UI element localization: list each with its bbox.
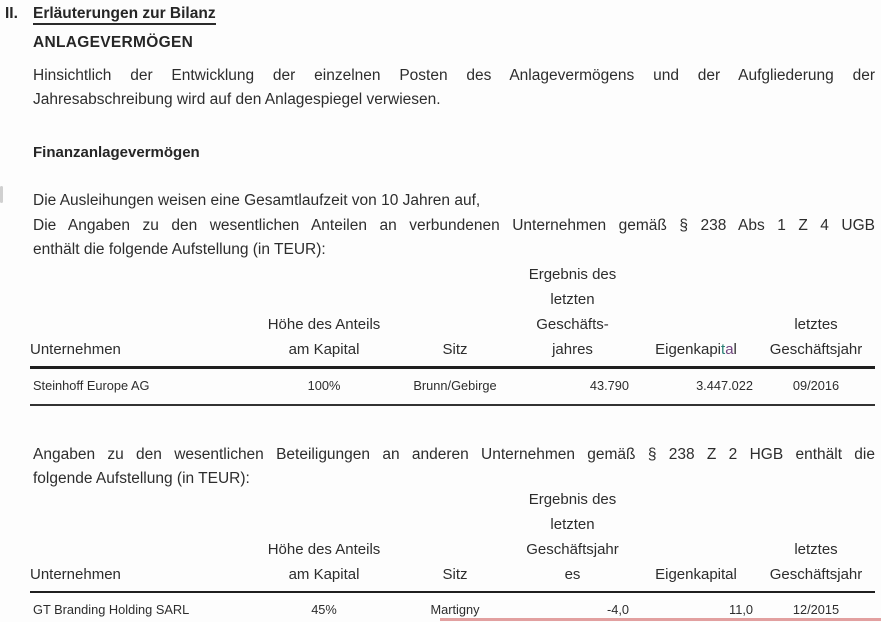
col-header-letztes-geschaeftsjahr: letztes Geschäftsjahr — [757, 262, 875, 368]
col-header-sitz: Sitz — [400, 487, 510, 592]
cell-anteil: 45% — [311, 602, 337, 617]
heading-finanzanlagevermoegen: Finanzanlagevermögen — [33, 144, 200, 161]
col-header-sitz: Sitz — [400, 262, 510, 368]
cell-ergebnis: -4,0 — [606, 602, 629, 617]
intro-line-2: Jahresabschreibung wird auf den Anlagespiegel verwiesen. — [33, 90, 441, 108]
col-header-ergebnis: Ergebnis des letzten Geschäftsjahr es — [510, 487, 635, 592]
beteiligungen-line-2: folgende Aufstellung (in TEUR): — [33, 470, 250, 487]
heading-anlagevermoegen: ANLAGEVERMÖGEN — [33, 34, 194, 51]
finanzanlage-paragraph — [33, 189, 875, 263]
ausleihungen-sentence: Die Ausleihungen weisen eine Gesamtlaufzeit von 10 Jahren auf, — [33, 192, 481, 209]
intro-paragraph — [33, 64, 875, 111]
cell-geschaeftsjahr: 12/2015 — [792, 602, 840, 617]
section-heading — [5, 5, 875, 23]
cell-sitz: Brunn/Gebirge — [400, 368, 510, 406]
cell-anteil: 100% — [248, 368, 400, 406]
cell-geschaeftsjahr: 09/2016 — [757, 368, 875, 406]
col-header-unternehmen: Unternehmen — [30, 487, 248, 592]
scan-color-artifact: a — [725, 341, 734, 358]
col-header-ergebnis: Ergebnis des letzten Geschäfts- jahres — [510, 262, 635, 368]
col-header-anteil: Höhe des Anteils am Kapital — [248, 487, 400, 592]
scan-color-artifact: t — [721, 341, 726, 358]
scan-edge-smudge-artifact — [0, 186, 3, 203]
table-header-row — [30, 487, 875, 592]
table-beteiligungen — [30, 487, 875, 622]
col-header-unternehmen: Unternehmen — [30, 262, 248, 368]
scan-pink-line-artifact — [440, 618, 881, 621]
cell-eigenkapital: 11,0 — [729, 602, 753, 617]
col-header-eigenkapital: Eigenkapital — [635, 262, 757, 368]
section-title: Erläuterungen zur Bilanz — [33, 5, 216, 25]
beteiligungen-paragraph — [33, 443, 875, 491]
verbundene-line-1: Die Angaben zu den wesentlichen Anteilen an verbundenen Unternehmen gemäß § 238 Abs 1 Z 4 UGB — [33, 216, 875, 234]
cell-ergebnis: 43.790 — [510, 368, 635, 406]
cell-unternehmen: Steinhoff Europe AG — [30, 368, 248, 406]
beteiligungen-line-1: Angaben zu den wesentlichen Beteiligungen an anderen Unternehmen gemäß § 238 Z 2 HGB enthält die — [33, 446, 875, 463]
verbundene-line-2: enthält die folgende Aufstellung (in TEUR): — [33, 241, 326, 258]
cell-sitz: Martigny — [430, 602, 480, 617]
table-row — [30, 368, 875, 406]
table-header-row — [30, 262, 875, 368]
cell-eigenkapital: 3.447.022 — [635, 368, 757, 406]
col-header-letztes-geschaeftsjahr: letztes Geschäftsjahr — [757, 487, 875, 592]
intro-line-1: Hinsichtlich der Entwicklung der einzelnen Posten des Anlagevermögens und der Aufgliederung der — [33, 67, 875, 84]
cell-unternehmen: GT Branding Holding SARL — [33, 602, 190, 617]
table-verbundene-unternehmen — [30, 262, 875, 406]
col-header-eigenkapital: Eigenkapital — [635, 487, 757, 592]
col-header-anteil: Höhe des Anteils am Kapital — [248, 262, 400, 368]
section-number: II. — [5, 5, 18, 22]
